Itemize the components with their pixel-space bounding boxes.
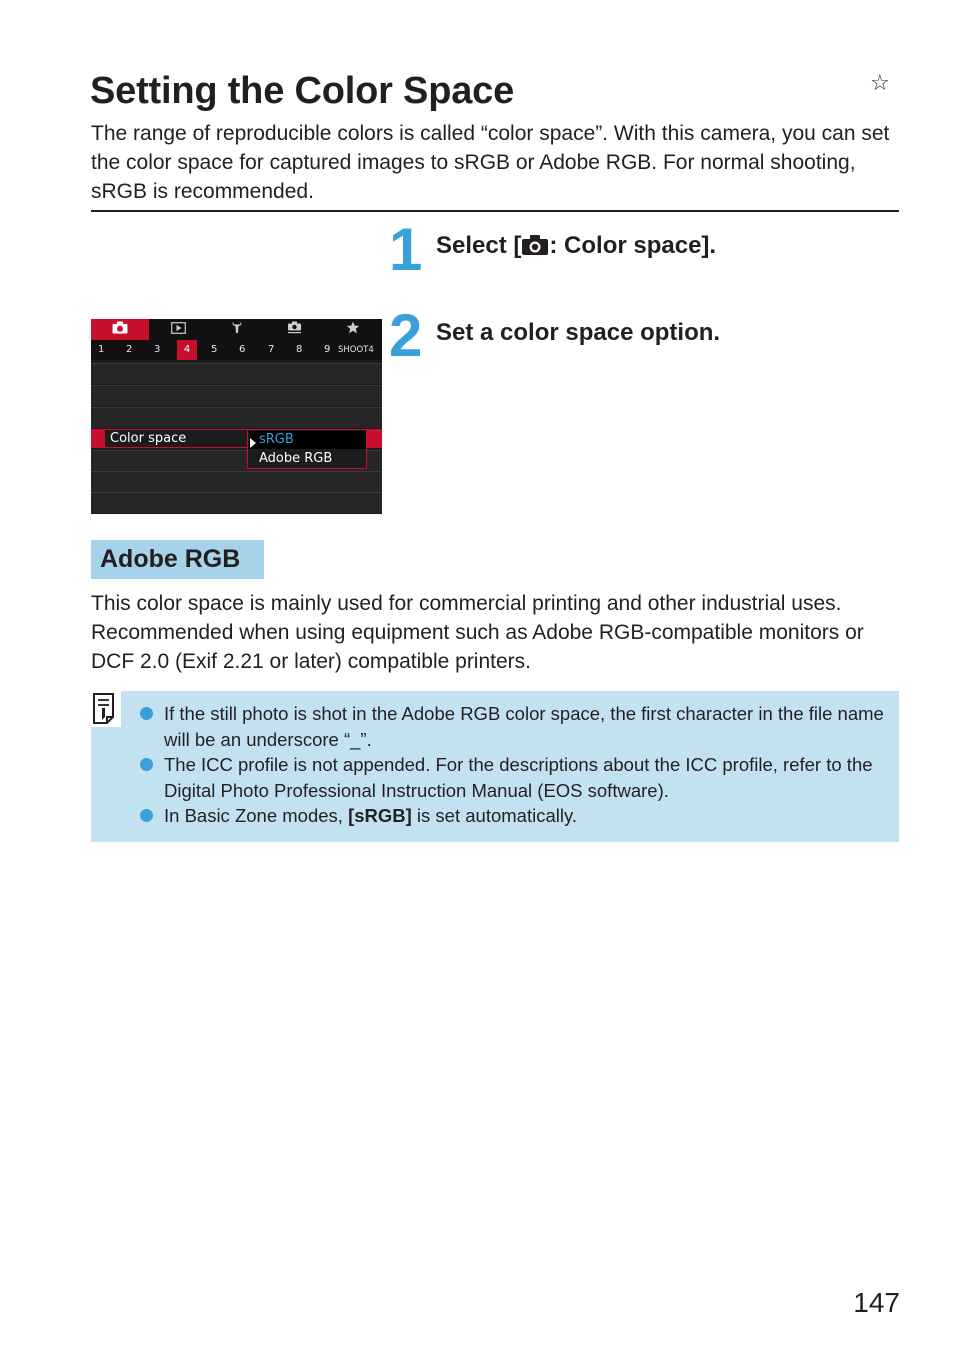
tab-my-menu [324, 319, 382, 340]
menu-page-strip [91, 340, 382, 360]
page-tab-label: SHOOT4 [338, 345, 374, 355]
notes-box [91, 691, 899, 842]
step-1-instruction [436, 231, 716, 264]
list-item: If the still photo is shot in the Adobe RGB color space, the first character in the file name will be an underscore “_”. [138, 701, 888, 752]
section-heading-adobe-rgb: Adobe RGB [91, 540, 264, 579]
section-body: This color space is mainly used for commercial printing and other industrial uses. Recommended when using equipment such as Adobe RGB-compatible monitors or DCF 2.0 (Exif 2.21 or later) compatible printers. [91, 592, 864, 673]
page-tab-1: 1 [98, 344, 105, 355]
page-tab-5: 5 [211, 344, 218, 355]
menu-item-color-space-label: Color space [110, 431, 187, 446]
menu-row-empty [91, 471, 382, 492]
menu-row-empty [91, 385, 382, 406]
menu-row-empty [91, 492, 382, 513]
header-divider [91, 210, 899, 212]
tab-custom-functions [266, 319, 324, 340]
setup-wrench-icon [231, 321, 243, 339]
tab-playback [149, 319, 207, 340]
page-tab-7: 7 [268, 344, 275, 355]
camera-icon [521, 234, 549, 264]
tab-shooting [91, 319, 149, 340]
my-menu-star-icon [346, 321, 360, 339]
menu-row-empty [91, 407, 382, 428]
page-title: Setting the Color Space [90, 70, 515, 112]
selection-pointer-icon [250, 435, 256, 453]
intro-paragraph: The range of reproducible colors is called “color space”. With this camera, you can set the color space for captured images to sRGB or Adobe RGB. For normal shooting, sRGB is recommended. [91, 122, 890, 203]
list-item [138, 803, 888, 829]
menu-row-empty [91, 363, 382, 384]
list-item: The ICC profile is not appended. For the descriptions about the ICC profile, refer to the Digital Photo Professional Instruction Manual (EOS software). [138, 752, 888, 803]
step-number-2: 2 [389, 302, 421, 369]
tab-setup [207, 319, 265, 340]
page-tab-8: 8 [296, 344, 303, 355]
color-space-dropdown [247, 429, 367, 469]
menu-tab-bar [91, 319, 382, 340]
page-tab-4-active: 4 [177, 340, 197, 360]
note-text-before: In Basic Zone modes, [164, 805, 349, 826]
option-adobe-rgb: Adobe RGB [259, 451, 333, 466]
custom-functions-icon [287, 321, 302, 339]
page-number: 147 [853, 1287, 900, 1318]
page-tab-2: 2 [126, 344, 133, 355]
star-icon: ☆ [870, 70, 890, 95]
page-tab-9: 9 [324, 344, 331, 355]
playback-icon [171, 321, 186, 339]
step-1-text-after: : Color space]. [549, 232, 717, 259]
camera-icon [112, 321, 128, 339]
notes-list [138, 701, 888, 829]
note-text-after: is set automatically. [411, 805, 577, 826]
page-tab-3: 3 [154, 344, 161, 355]
step-2-instruction: Set a color space option. [436, 319, 721, 346]
option-srgb: sRGB [259, 432, 294, 447]
step-number-1: 1 [389, 216, 421, 283]
step-1-text-before: Select [ [436, 232, 522, 259]
note-bold-srgb: [sRGB] [348, 805, 412, 826]
memo-note-icon [91, 691, 121, 732]
page-tab-6: 6 [239, 344, 246, 355]
camera-menu-screenshot [91, 319, 382, 514]
